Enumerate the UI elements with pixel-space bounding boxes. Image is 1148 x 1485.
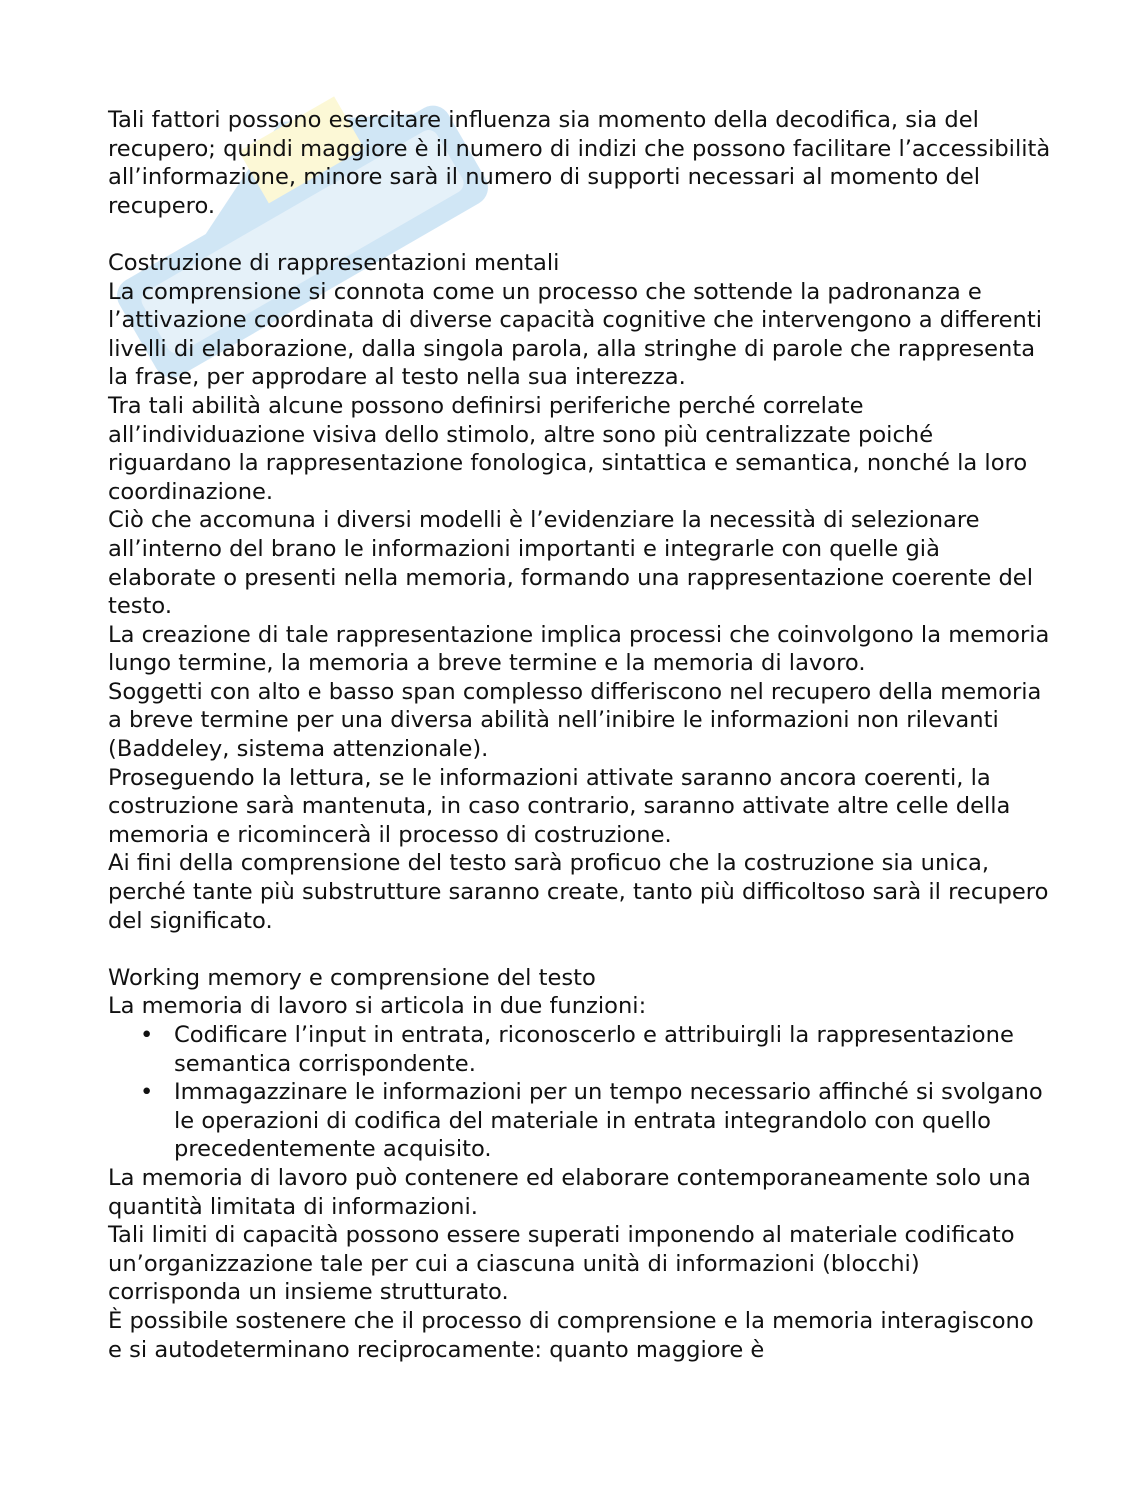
paragraph: Tra tali abilità alcune possono definirsi periferiche perché correlate all’individuazione visiva dello stimolo, altre sono più centralizzate poiché riguardano la rappresentazione fonologica, sintattica e semantica, nonché la loro coordinazione. <box>108 392 1028 505</box>
paragraph-intro-list: La memoria di lavoro si articola in due funzioni: <box>108 993 647 1020</box>
paragraph: La creazione di tale rappresentazione implica processi che coinvolgono la memoria lungo termine, la memoria a breve termine e la memoria di lavoro. <box>108 621 1050 677</box>
paragraph: Ai fini della comprensione del testo sarà proficuo che la costruzione sia unica, perché tante più substrutture saranno create, tanto più difficoltoso sarà il recupero del significato. <box>108 850 1049 934</box>
paragraph: Ciò che accomuna i diversi modelli è l’evidenziare la necessità di selezionare all’interno del brano le informazioni importanti e integrarle con quelle già elaborate o presenti nella memoria, formando una rappresentazione coerente del testo. <box>108 507 1033 620</box>
paragraph: Proseguendo la lettura, se le informazioni attivate saranno ancora coerenti, la costruzione sarà mantenuta, in caso contrario, saranno attivate altre celle della memoria e ricomincerà il processo di costruzione. <box>108 764 1011 848</box>
document-body <box>108 106 1053 1364</box>
spacer <box>108 220 1053 249</box>
section-title-rappresentazioni: Costruzione di rappresentazioni mentali <box>108 249 560 276</box>
bullet-list <box>108 1021 1053 1164</box>
paragraph-intro: Tali fattori possono esercitare influenza sia momento della decodifica, sia del recupero; quindi maggiore è il numero di indizi che possono facilitare l’accessibilità all’informazione, minore sarà il numero di supporti necessari al momento del recupero. <box>108 107 1051 219</box>
paragraph: La comprensione si connota come un processo che sottende la padronanza e l’attivazione coordinata di diverse capacità cognitive che intervengono a differenti livelli di elaborazione, dalla singola parola, alla stringhe di parole che rappresenta la frase, per approdare al testo nella sua interezza. <box>108 278 1042 391</box>
section-title-working-memory: Working memory e comprensione del testo <box>108 964 596 991</box>
paragraph: Tali limiti di capacità possono essere superati imponendo al materiale codificato un’organizzazione tale per cui a ciascuna unità di informazioni (blocchi) corrisponda un insieme strutturato. <box>108 1222 1015 1306</box>
spacer <box>108 935 1053 964</box>
list-item-text: Codificare l’input in entrata, riconoscerlo e attribuirgli la rappresentazione semantica corrispondente. <box>174 1022 1014 1077</box>
paragraph: Soggetti con alto e basso span complesso differiscono nel recupero della memoria a breve termine per una diversa abilità nell’inibire le informazioni non rilevanti (Baddeley, sistema attenzionale). <box>108 678 1042 763</box>
bullet-icon: • <box>140 1022 154 1048</box>
paragraph: È possibile sostenere che il processo di comprensione e la memoria interagiscono e si autodeterminano reciprocamente: quanto maggiore è <box>108 1307 1034 1363</box>
list-item <box>108 1021 1053 1078</box>
list-item <box>108 1078 1053 1164</box>
bullet-icon: • <box>140 1079 154 1106</box>
paragraph: La memoria di lavoro può contenere ed elaborare contemporaneamente solo una quantità limitata di informazioni. <box>108 1164 1031 1220</box>
list-item-text: Immagazzinare le informazioni per un tempo necessario affinché si svolgano le operazioni di codifica del materiale in entrata integrandolo con quello precedentemente acquisito. <box>174 1079 1043 1163</box>
